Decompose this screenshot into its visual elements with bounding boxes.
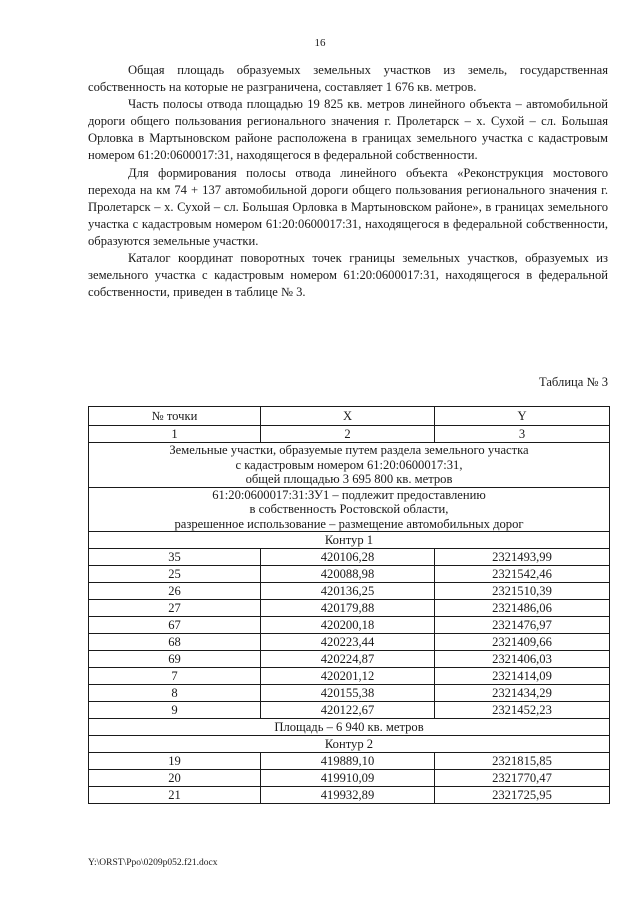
paragraph-total-area: Общая площадь образуемых земельных участков из земель, государственная собственность на которые не разграничена, составляет 1 676 кв. метров. (88, 63, 608, 95)
point-cell: 27 (89, 600, 261, 617)
point-cell: 7 (89, 668, 261, 685)
paragraph-reconstruction: Для формирования полосы отвода линейного объекта «Реконструкция мостового перехода на км 74 + 137 автомобильной дороги общего пользования регионального значения г. Пролетарск – х. Сухой – сл. Большая Орловка в Мартыновском районе», в границах земельного участка с кадастровым номером 61:20:0600017:31, находящегося в федеральной собственности, образуются земельные участки. (88, 165, 608, 248)
header-point-number: № точки (89, 407, 261, 426)
point-cell: 25 (89, 566, 261, 583)
table-row (89, 702, 610, 719)
y-cell: 2321406,03 (435, 651, 610, 668)
y-cell: 2321452,23 (435, 702, 610, 719)
contour-1-label: Контур 1 (89, 532, 610, 549)
point-cell: 8 (89, 685, 261, 702)
y-cell: 2321542,46 (435, 566, 610, 583)
column-number: 1 (89, 426, 261, 443)
column-number: 3 (435, 426, 610, 443)
column-number: 2 (261, 426, 435, 443)
point-cell: 21 (89, 787, 261, 804)
parcel-title-line: 61:20:0600017:31:ЗУ1 – подлежит предоставлению (212, 487, 486, 502)
point-cell: 68 (89, 634, 261, 651)
table-row (89, 753, 610, 770)
parcel-title (89, 487, 610, 532)
paragraph-coordinate-catalog: Каталог координат поворотных точек границы земельных участков, образуемых из земельного участка с кадастровым номером 61:20:0600017:31, находящегося в федеральной собственности, приведен в таблице № 3. (88, 251, 608, 300)
table-row (89, 651, 610, 668)
body-text (88, 62, 608, 301)
y-cell: 2321486,06 (435, 600, 610, 617)
y-cell: 2321414,09 (435, 668, 610, 685)
table-row (89, 617, 610, 634)
table-row (89, 600, 610, 617)
y-cell: 2321725,95 (435, 787, 610, 804)
x-cell: 420224,87 (261, 651, 435, 668)
header-x: X (261, 407, 435, 426)
point-cell: 26 (89, 583, 261, 600)
coordinates-table (88, 406, 610, 804)
x-cell: 420201,12 (261, 668, 435, 685)
group-title (89, 443, 610, 488)
x-cell: 420155,38 (261, 685, 435, 702)
x-cell: 420200,18 (261, 617, 435, 634)
contour-2-label: Контур 2 (89, 736, 610, 753)
parcel-title-line: разрешенное использование – размещение автомобильных дорог (174, 516, 524, 531)
y-cell: 2321434,29 (435, 685, 610, 702)
table-row (89, 787, 610, 804)
table-row (89, 668, 610, 685)
y-cell: 2321476,97 (435, 617, 610, 634)
x-cell: 420088,98 (261, 566, 435, 583)
contour-1-rows (89, 549, 610, 719)
table-row (89, 549, 610, 566)
page-number: 16 (314, 37, 326, 49)
point-cell: 19 (89, 753, 261, 770)
y-cell: 2321770,47 (435, 770, 610, 787)
column-number-row (89, 426, 610, 443)
parcel-title-row (89, 487, 610, 532)
paragraph-right-of-way: Часть полосы отвода площадью 19 825 кв. метров линейного объекта – автомобильной дороги общего пользования регионального значения г. Пролетарск – х. Сухой – сл. Большая Орловка в Мартыновском районе расположена в границах земельного участка с кадастровым номером 61:20:0600017:31, находящегося в федеральной собственности. (88, 97, 608, 163)
table-row (89, 566, 610, 583)
table-caption: Таблица № 3 (538, 375, 608, 389)
table-row (89, 770, 610, 787)
y-cell: 2321510,39 (435, 583, 610, 600)
point-cell: 35 (89, 549, 261, 566)
group-title-line: с кадастровым номером 61:20:0600017:31, (235, 457, 463, 472)
y-cell: 2321493,99 (435, 549, 610, 566)
header-y: Y (435, 407, 610, 426)
point-cell: 69 (89, 651, 261, 668)
table-row (89, 634, 610, 651)
x-cell: 420223,44 (261, 634, 435, 651)
y-cell: 2321409,66 (435, 634, 610, 651)
x-cell: 419910,09 (261, 770, 435, 787)
x-cell: 420122,67 (261, 702, 435, 719)
table-row (89, 583, 610, 600)
area-row (89, 719, 610, 736)
y-cell: 2321815,85 (435, 753, 610, 770)
x-cell: 419889,10 (261, 753, 435, 770)
table-header-row (89, 407, 610, 426)
group-title-line: общей площадью 3 695 800 кв. метров (245, 472, 453, 486)
area-label: Площадь – 6 940 кв. метров (89, 719, 610, 736)
contour-2-rows (89, 753, 610, 804)
parcel-title-line: в собственность Ростовской области, (249, 502, 449, 516)
table-row (89, 685, 610, 702)
point-cell: 20 (89, 770, 261, 787)
point-cell: 9 (89, 702, 261, 719)
contour-label-row (89, 736, 610, 753)
file-path-footer: Y:\ORST\Ppo\0209p052.f21.docx (88, 858, 218, 868)
x-cell: 420136,25 (261, 583, 435, 600)
x-cell: 419932,89 (261, 787, 435, 804)
group-title-row (89, 443, 610, 488)
group-title-line: Земельные участки, образуемые путем раздела земельного участка (169, 443, 529, 457)
point-cell: 67 (89, 617, 261, 634)
x-cell: 420179,88 (261, 600, 435, 617)
x-cell: 420106,28 (261, 549, 435, 566)
contour-label-row (89, 532, 610, 549)
